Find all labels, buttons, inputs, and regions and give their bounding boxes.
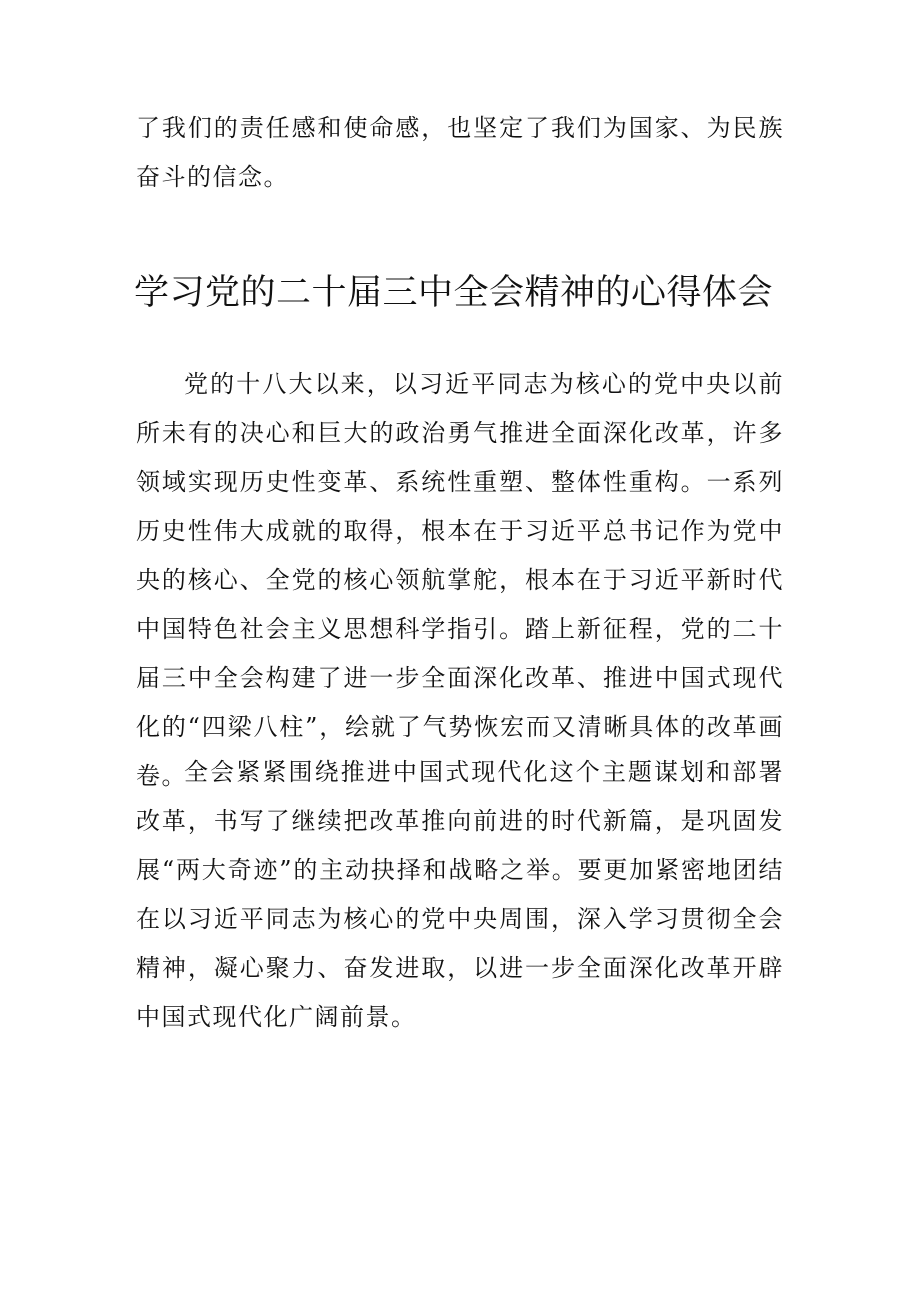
page-title: 学习党的二十届三中全会精神的心得体会	[134, 273, 774, 313]
body-paragraph-1: 党的十八大以来，以习近平同志为核心的党中央以前所未有的决心和巨大的政治勇气推进全面深化改革，许多领域实现历史性变革、系统性重塑、整体性重构。一系列历史性伟大成就的取得，根本在于习近平总书记作为党中央的核心、全党的核心领航掌舵，根本在于习近平新时代中国特色社会主义思想科学指引。踏上新征程，党的二十届三中全会构建了进一步全面深化改革、推进中国式现代化的“四梁八柱”，绘就了气势恢宏而又清晰具体的改革画卷。	[136, 370, 784, 790]
body-paragraph-2: 全会紧紧围绕推进中国式现代化这个主题谋划和部署改革，书写了继续把改革推向前进的时代新篇，是巩固发展“两大奇迹”的主动抉择和战略之举。要更加紧密地团结在以习近平同志为核心的党中央周围，深入学习贯彻全会精神，凝心聚力、奋发进取，以进一步全面深化改革开辟中国式现代化广阔前景。	[136, 758, 784, 1031]
continuation-paragraph: 了我们的责任感和使命感，也坚定了我们为国家、为民族奋斗的信念。	[136, 114, 784, 191]
